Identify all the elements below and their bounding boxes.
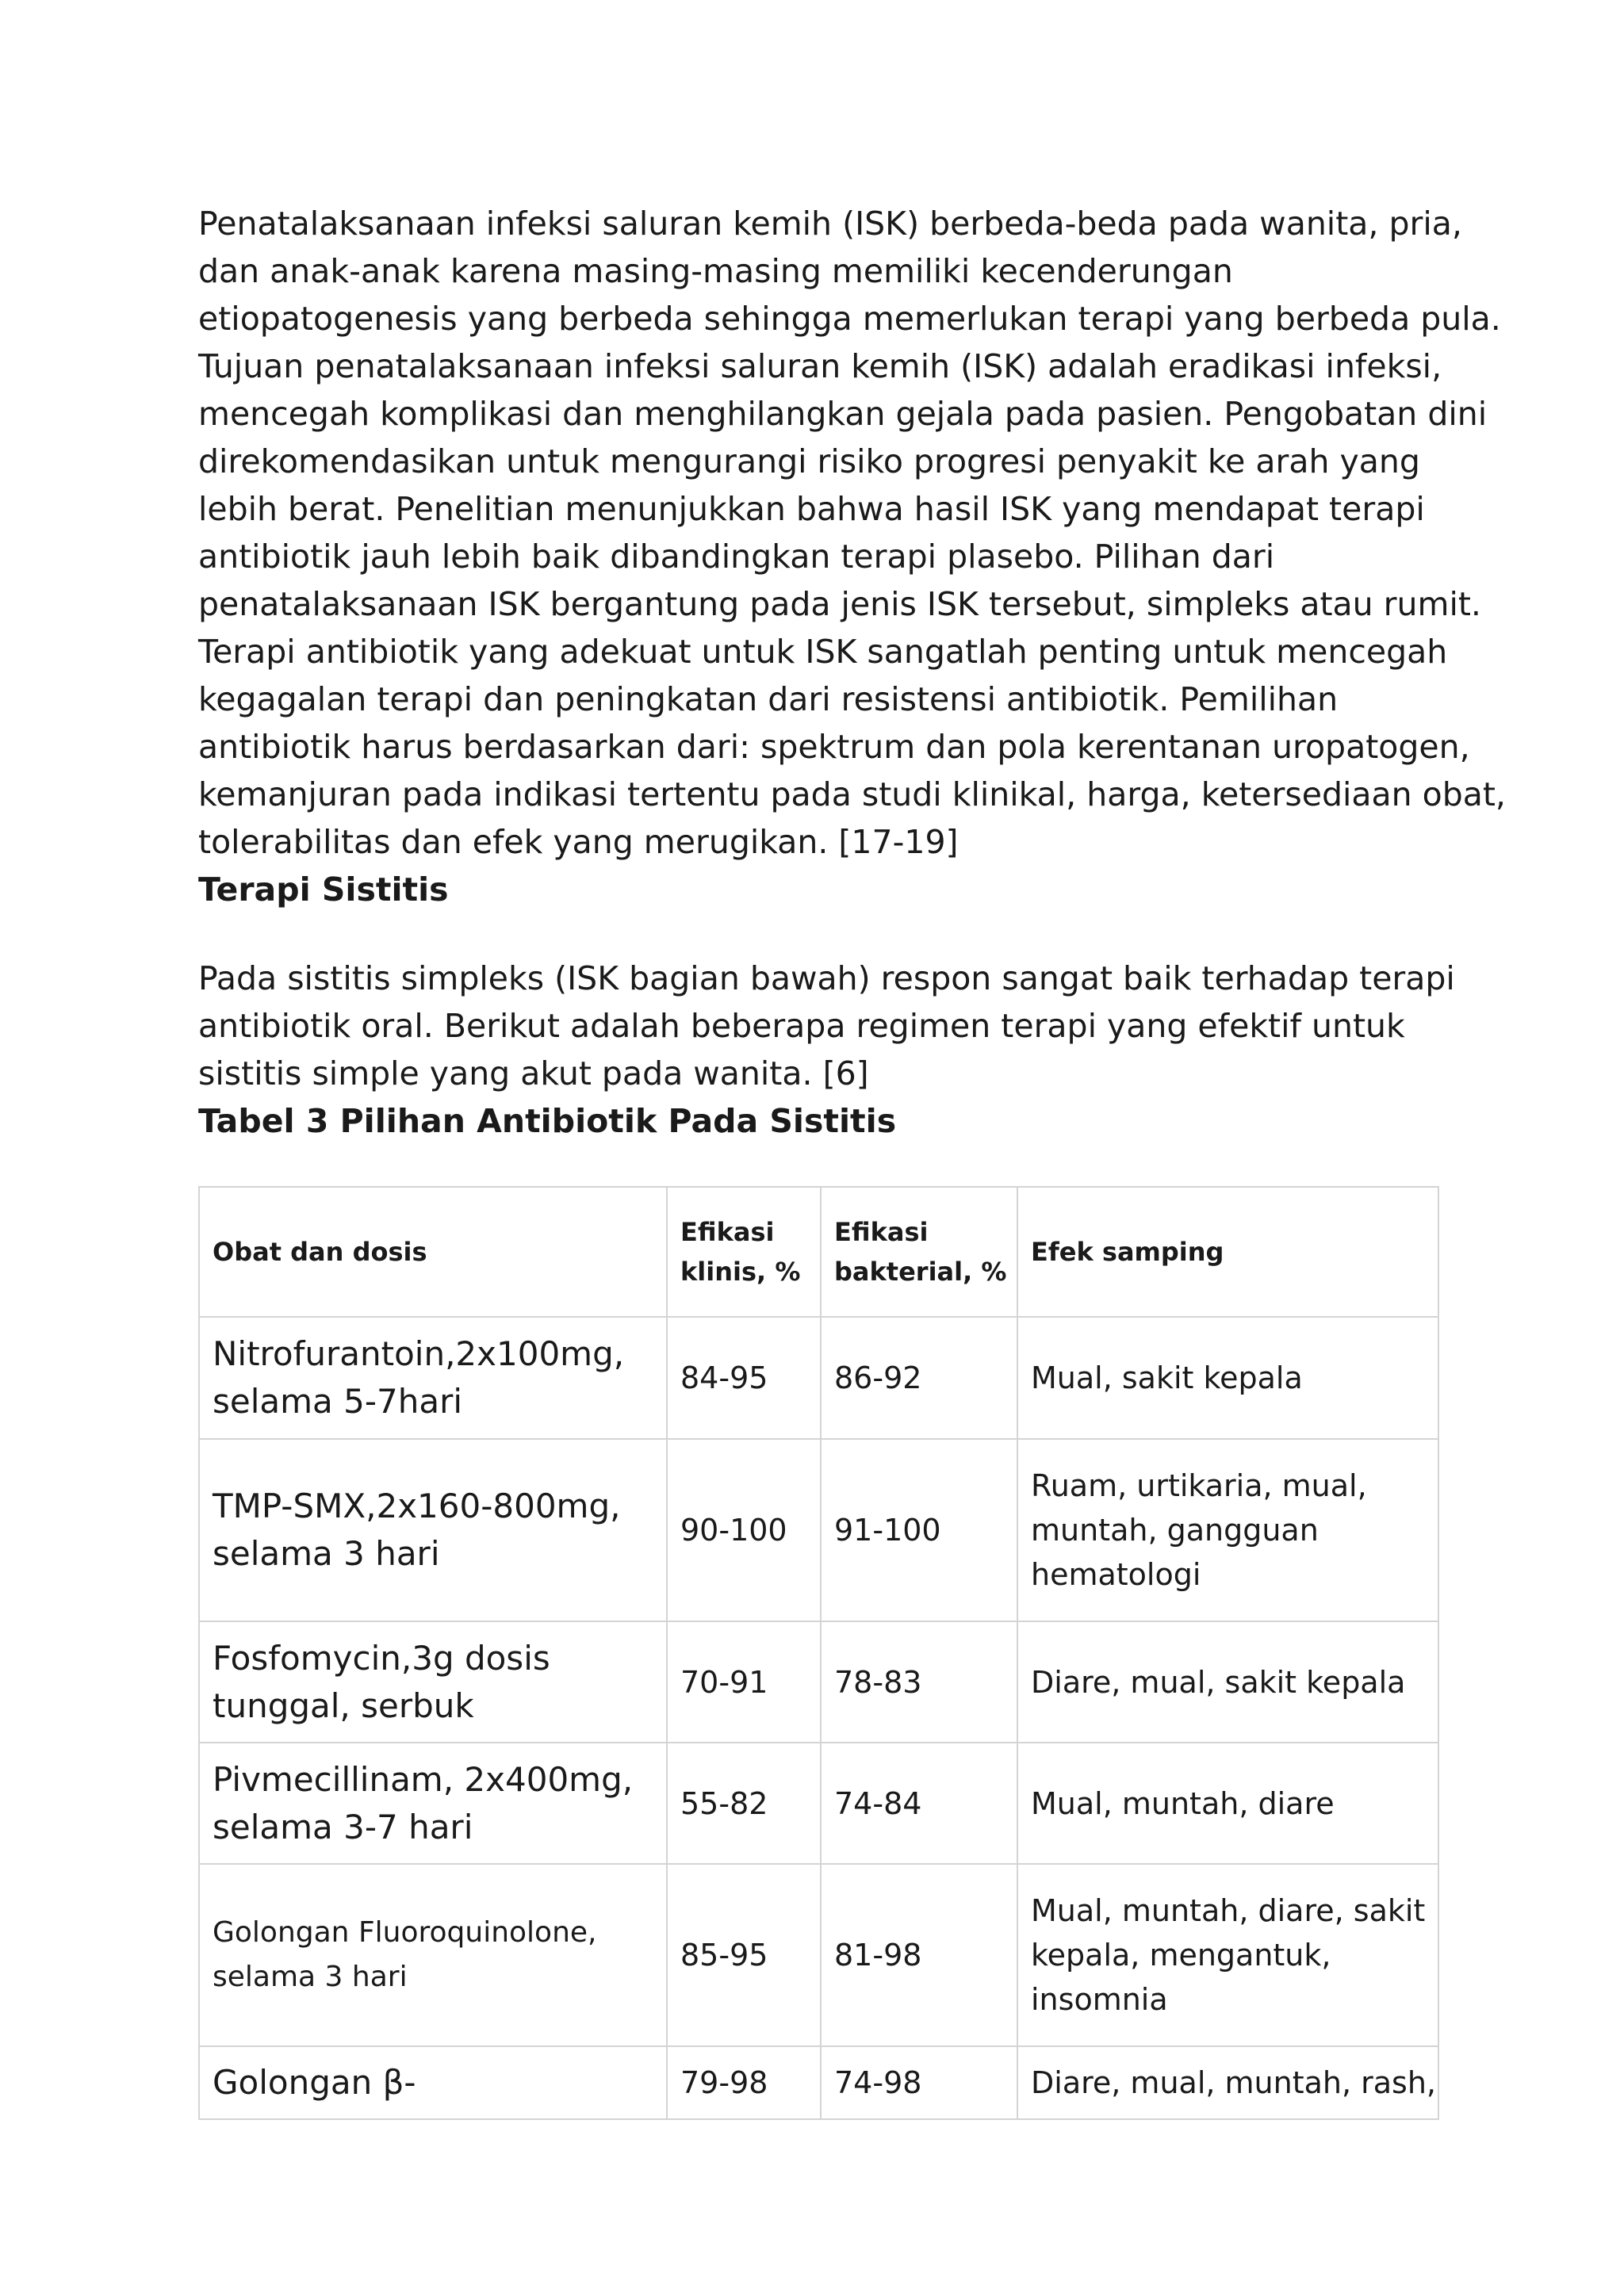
cell-text: kepala, mengantuk, <box>1031 1938 1331 1973</box>
header-clinical-efficacy <box>667 1187 821 1317</box>
paragraph-line: dan anak-anak karena masing-masing memiliki kecenderungan <box>198 252 1233 290</box>
cell-text: selama 3 hari <box>213 1961 408 1993</box>
cell-text: Diare, mual, muntah, rash, <box>1031 2065 1437 2100</box>
cell-clinical: 79-98 <box>667 2046 821 2119</box>
paragraph-line: lebih berat. Penelitian menunjukkan bahwa hasil ISK yang mendapat terapi <box>198 490 1425 528</box>
cell-side-effects <box>1017 1743 1438 1864</box>
paragraph-line: Tujuan penatalaksanaan infeksi saluran kemih (ISK) adalah eradikasi infeksi, <box>198 347 1442 385</box>
cell-text: insomnia <box>1031 1982 1168 2017</box>
header-text: Efek samping <box>1031 1237 1224 1267</box>
table-row <box>199 1439 1438 1621</box>
cell-text: tunggal, serbuk <box>213 1686 474 1725</box>
paragraph-line: antibiotik harus berdasarkan dari: spektrum dan pola kerentanan uropatogen, <box>198 728 1470 766</box>
spacer <box>198 913 1435 955</box>
header-text: bakterial, % <box>834 1257 1007 1287</box>
document-page <box>198 200 1506 2120</box>
cell-drug <box>199 1621 667 1743</box>
cell-drug <box>199 1439 667 1621</box>
cell-bacterial: 74-84 <box>821 1743 1017 1864</box>
header-drug-dose <box>199 1187 667 1317</box>
header-side-effects <box>1017 1187 1438 1317</box>
paragraph-line: kegagalan terapi dan peningkatan dari resistensi antibiotik. Pemilihan <box>198 680 1339 718</box>
cell-drug <box>199 1317 667 1439</box>
intro-paragraph <box>198 200 1506 866</box>
paragraph-line: kemanjuran pada indikasi tertentu pada studi klinikal, harga, ketersediaan obat, <box>198 775 1506 813</box>
paragraph-line: penatalaksanaan ISK bergantung pada jenis ISK tersebut, simpleks atau rumit. <box>198 585 1481 623</box>
cell-bacterial: 81-98 <box>821 1864 1017 2046</box>
cell-side-effects <box>1017 1439 1438 1621</box>
antibiotic-table <box>198 1186 1439 2120</box>
cell-drug <box>199 2046 667 2119</box>
paragraph-line: Terapi antibiotik yang adekuat untuk ISK sangatlah penting untuk mencegah <box>198 633 1448 671</box>
sistitis-paragraph <box>198 955 1455 1097</box>
cell-text: Nitrofurantoin,2x100mg, <box>213 1334 625 1373</box>
table-row <box>199 1621 1438 1743</box>
cell-text: TMP-SMX,2x160-800mg, <box>213 1487 621 1525</box>
table-row <box>199 1864 1438 2046</box>
cell-clinical: 84-95 <box>667 1317 821 1439</box>
spacer <box>198 1145 1435 1186</box>
cell-text: Mual, muntah, diare <box>1031 1785 1335 1821</box>
table-row <box>199 2046 1438 2119</box>
cell-bacterial: 74-98 <box>821 2046 1017 2119</box>
cell-drug <box>199 1743 667 1864</box>
cell-side-effects <box>1017 1317 1438 1439</box>
cell-clinical: 90-100 <box>667 1439 821 1621</box>
cell-text: Mual, sakit kepala <box>1031 1360 1303 1395</box>
cell-text: Ruam, urtikaria, mual, <box>1031 1468 1367 1503</box>
cell-bacterial: 78-83 <box>821 1621 1017 1743</box>
cell-bacterial: 91-100 <box>821 1439 1017 1621</box>
section-heading: Terapi Sistitis <box>198 871 449 909</box>
paragraph-line: sistitis simple yang akut pada wanita. [6] <box>198 1054 869 1093</box>
table-header-row <box>199 1187 1438 1317</box>
cell-clinical: 55-82 <box>667 1743 821 1864</box>
header-text: klinis, % <box>680 1257 801 1287</box>
cell-text: selama 3-7 hari <box>213 1807 473 1846</box>
cell-text: selama 5-7hari <box>213 1382 463 1421</box>
paragraph-line: antibiotik jauh lebih baik dibandingkan terapi plasebo. Pilihan dari <box>198 538 1275 576</box>
cell-text: Golongan Fluoroquinolone, <box>213 1916 597 1949</box>
header-text: Obat dan dosis <box>213 1237 427 1267</box>
cell-text: Pivmecillinam, 2x400mg, <box>213 1759 634 1799</box>
table-row <box>199 1743 1438 1864</box>
cell-text: Mual, muntah, diare, sakit <box>1031 1893 1426 1928</box>
cell-bacterial: 86-92 <box>821 1317 1017 1439</box>
paragraph-line: tolerabilitas dan efek yang merugikan. [17-19] <box>198 823 959 861</box>
table-caption: Tabel 3 Pilihan Antibiotik Pada Sistitis <box>198 1102 897 1140</box>
paragraph-line: antibiotik oral. Berikut adalah beberapa regimen terapi yang efektif untuk <box>198 1007 1405 1045</box>
cell-clinical: 70-91 <box>667 1621 821 1743</box>
paragraph-line: mencegah komplikasi dan menghilangkan gejala pada pasien. Pengobatan dini <box>198 395 1488 433</box>
cell-text: hematologi <box>1031 1557 1201 1592</box>
header-bacterial-efficacy <box>821 1187 1017 1317</box>
cell-text: Fosfomycin,3g dosis <box>213 1638 550 1678</box>
cell-clinical: 85-95 <box>667 1864 821 2046</box>
paragraph-line: direkomendasikan untuk mengurangi risiko progresi penyakit ke arah yang <box>198 442 1420 480</box>
cell-side-effects <box>1017 2046 1438 2119</box>
table-row <box>199 1317 1438 1439</box>
paragraph-line: etiopatogenesis yang berbeda sehingga memerlukan terapi yang berbeda pula. <box>198 300 1501 338</box>
cell-side-effects <box>1017 1864 1438 2046</box>
cell-text: selama 3 hari <box>213 1534 440 1573</box>
cell-text: Golongan β- <box>213 2063 416 2102</box>
paragraph-line: Penatalaksanaan infeksi saluran kemih (ISK) berbeda-beda pada wanita, pria, <box>198 205 1462 243</box>
paragraph-line: Pada sistitis simpleks (ISK bagian bawah) respon sangat baik terhadap terapi <box>198 959 1455 997</box>
header-text: Efikasi <box>834 1217 929 1247</box>
cell-text: muntah, gangguan <box>1031 1513 1319 1548</box>
cell-drug <box>199 1864 667 2046</box>
cell-side-effects <box>1017 1621 1438 1743</box>
header-text: Efikasi <box>680 1217 775 1247</box>
cell-text: Diare, mual, sakit kepala <box>1031 1664 1406 1700</box>
